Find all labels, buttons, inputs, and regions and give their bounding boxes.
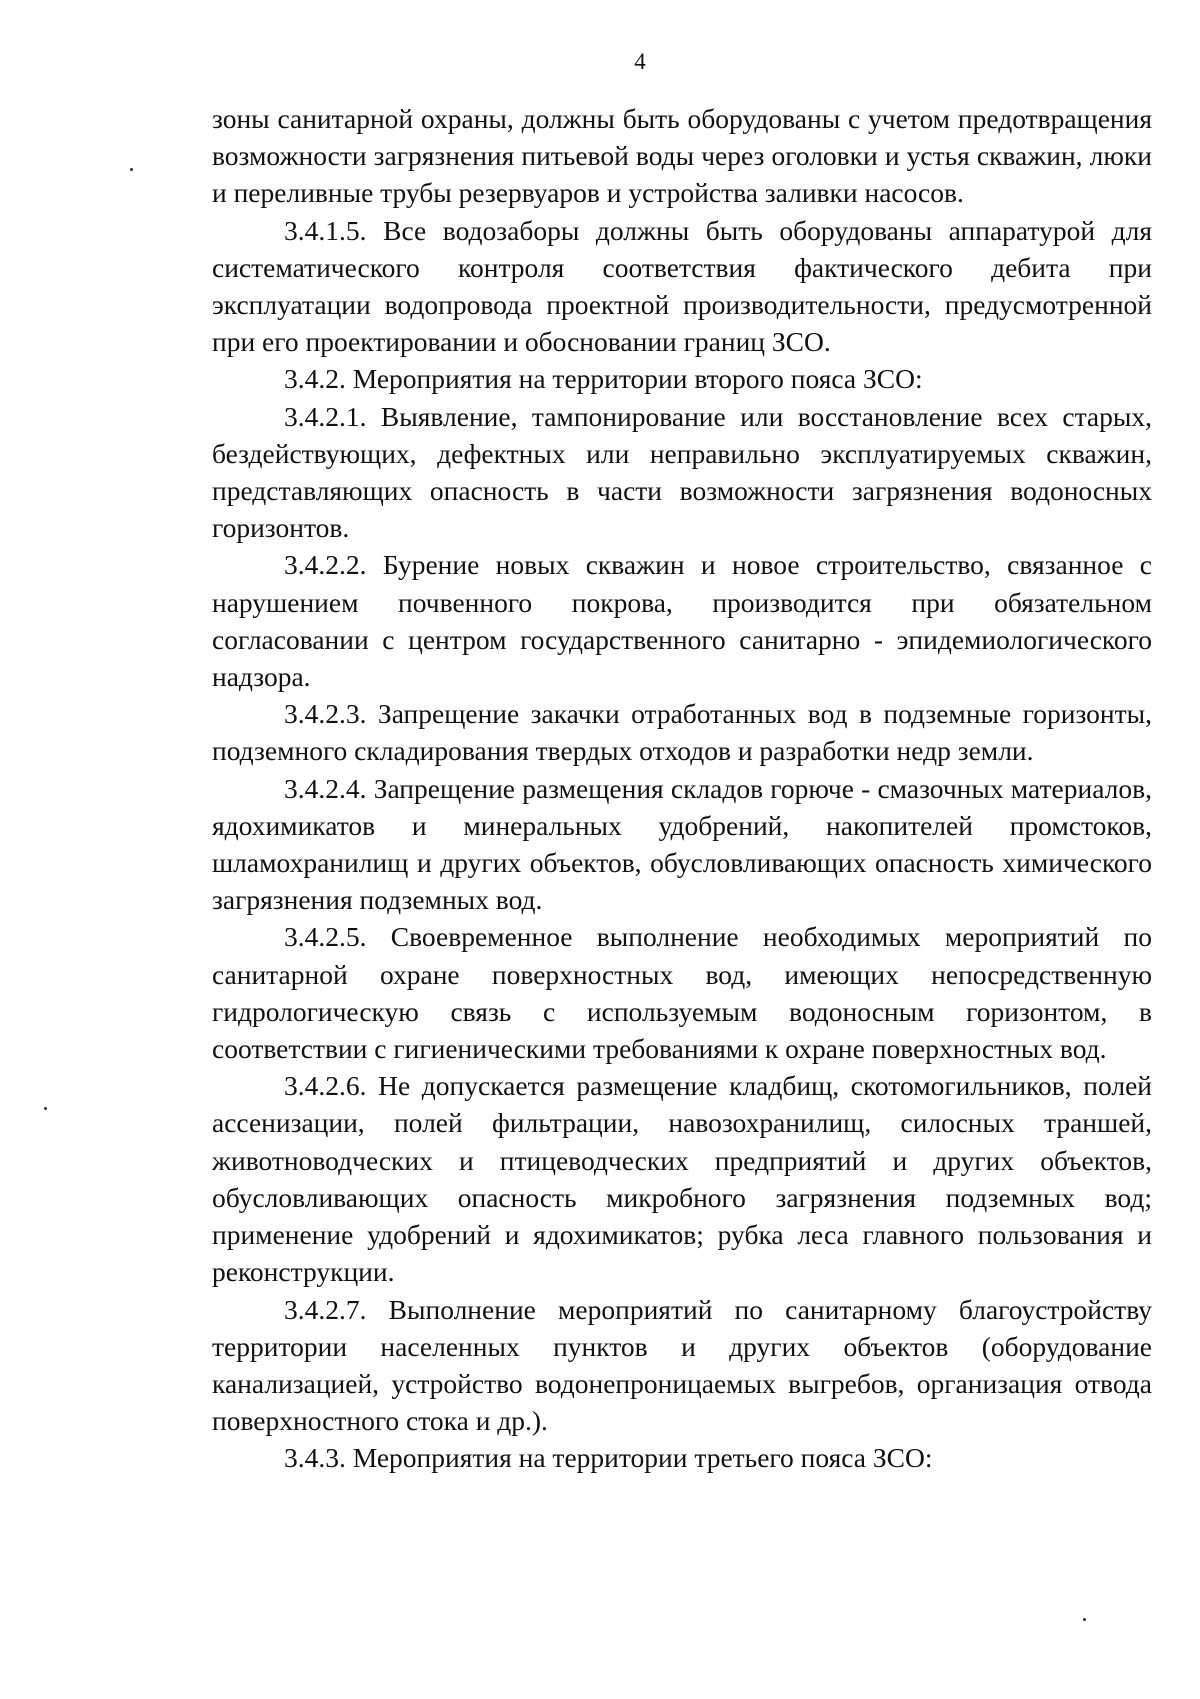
paragraph: зоны санитарной охраны, должны быть оборудованы с учетом предотвращения возможности загрязнения питьевой воды через оголовки и устья скважин, люки и переливные трубы резервуаров и устройства заливки насосов.	[212, 103, 1152, 209]
paragraph: 3.4.2.3. Запрещение закачки отработанных вод в подземные горизонты, подземного складирования твердых отходов и разработки недр земли.	[212, 698, 1152, 767]
scan-speck	[44, 1107, 47, 1110]
paragraph: 3.4.2.7. Выполнение мероприятий по санитарному благоустройству территории населенных пунктов и других объектов (оборудование канализацией, устройство водонепроницаемых выгребов, организация отвода поверхностного стока и др.).	[212, 1293, 1152, 1437]
section-heading: 3.4.2. Мероприятия на территории второго пояса ЗСО:	[284, 363, 923, 395]
paragraph: 3.4.1.5. Все водозаборы должны быть оборудованы аппаратурой для систематического контроля соответствия фактического дебита при эксплуатации водопровода проектной производительности, предусмотренной при его проектировании и обосновании границ ЗСО.	[212, 214, 1152, 358]
scan-speck	[130, 168, 133, 171]
paragraph: 3.4.2.4. Запрещение размещения складов горюче - смазочных материалов, ядохимикатов и минеральных удобрений, накопителей промстоков, шламохранилищ и других объектов, обусловливающих опасность химического загрязнения подземных вод.	[212, 772, 1152, 916]
scan-speck	[1083, 1618, 1086, 1621]
paragraph: 3.4.2.2. Бурение новых скважин и новое строительство, связанное с нарушением почвенного покрова, производится при обязательном согласовании с центром государственного санитарно - эпидемиологического надзора.	[212, 549, 1152, 693]
paragraph: 3.4.2.6. Не допускается размещение кладбищ, скотомогильников, полей ассенизации, полей фильтрации, навозохранилищ, силосных траншей, животноводческих и птицеводческих предприятий и других объектов, обусловливающих опасность микробного загрязнения подземных вод; применение удобрений и ядохимикатов; рубка леса главного пользования и реконструкции.	[212, 1070, 1152, 1288]
paragraph: 3.4.2.5. Своевременное выполнение необходимых мероприятий по санитарной охране поверхностных вод, имеющих непосредственную гидрологическую связь с используемым водоносным горизонтом, в соответствии с гигиеническими требованиями к охране поверхностных вод.	[212, 921, 1152, 1065]
paragraph: 3.4.2.1. Выявление, тампонирование или восстановление всех старых, бездействующих, дефектных или неправильно эксплуатируемых скважин, представляющих опасность в части возможности загрязнения водоносных горизонтов.	[212, 400, 1152, 544]
document-body	[212, 100, 1152, 1477]
section-heading: 3.4.3. Мероприятия на территории третьего пояса ЗСО:	[284, 1442, 933, 1474]
page-number: 4	[634, 49, 646, 74]
